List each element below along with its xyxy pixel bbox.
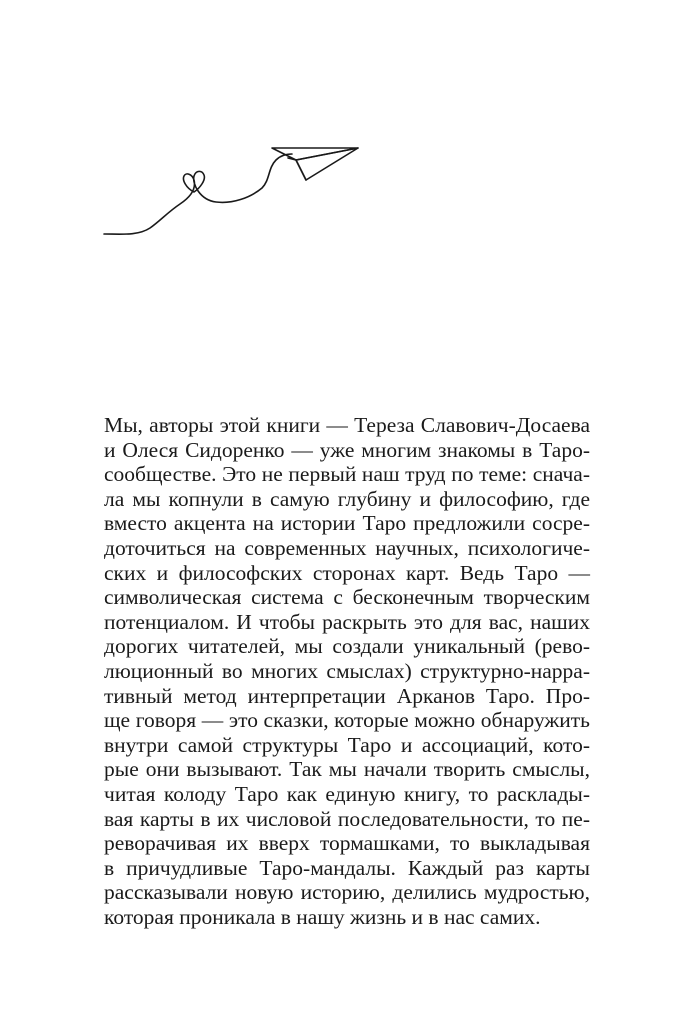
text-line: ских и философских сторонах карт. Ведь Таро — <box>104 560 590 585</box>
text-line: сообществе. Это не первый наш труд по теме: снача- <box>104 462 590 487</box>
text-line: вместо акцента на истории Таро предложили сосре- <box>104 511 590 536</box>
body-text <box>104 413 590 929</box>
text-line: рые они вызывают. Так мы начали творить смыслы, <box>104 757 590 782</box>
text-line: рассказывали новую историю, делились мудростью, <box>104 880 590 905</box>
text-line: тивный метод интерпретации Арканов Таро. Про- <box>104 683 590 708</box>
text-line: символическая система с бесконечным творческим <box>104 585 590 610</box>
text-line: ще говоря — это сказки, которые можно обнаружить <box>104 708 590 733</box>
text-line: ла мы копнули в самую глубину и философию, где <box>104 486 590 511</box>
text-line: реворачивая их вверх тормашками, то выкладывая <box>104 831 590 856</box>
text-line: и Олеся Сидоренко — уже многим знакомы в Таро- <box>104 437 590 462</box>
text-line: в причудливые Таро-мандалы. Каждый раз карты <box>104 855 590 880</box>
text-line: люционный во многих смыслах) структурно-нарра- <box>104 658 590 683</box>
text-line: Мы, авторы этой книги — Тереза Славович-Досаева <box>104 413 590 437</box>
text-line: читая колоду Таро как единую книгу, то расклады- <box>104 781 590 806</box>
text-line: вая карты в их числовой последовательности, то пе- <box>104 806 590 831</box>
text-line: внутри самой структуры Таро и ассоциаций, кото- <box>104 732 590 757</box>
text-line: которая проникала в нашу жизнь и в нас самих. <box>104 904 541 929</box>
text-line: потенциалом. И чтобы раскрыть это для вас, наших <box>104 609 590 634</box>
paper-plane-with-heart-trail-icon <box>100 140 365 245</box>
text-line: доточиться на современных научных, психологиче- <box>104 535 590 560</box>
text-line: дорогих читателей, мы создали уникальный (рево- <box>104 634 590 659</box>
